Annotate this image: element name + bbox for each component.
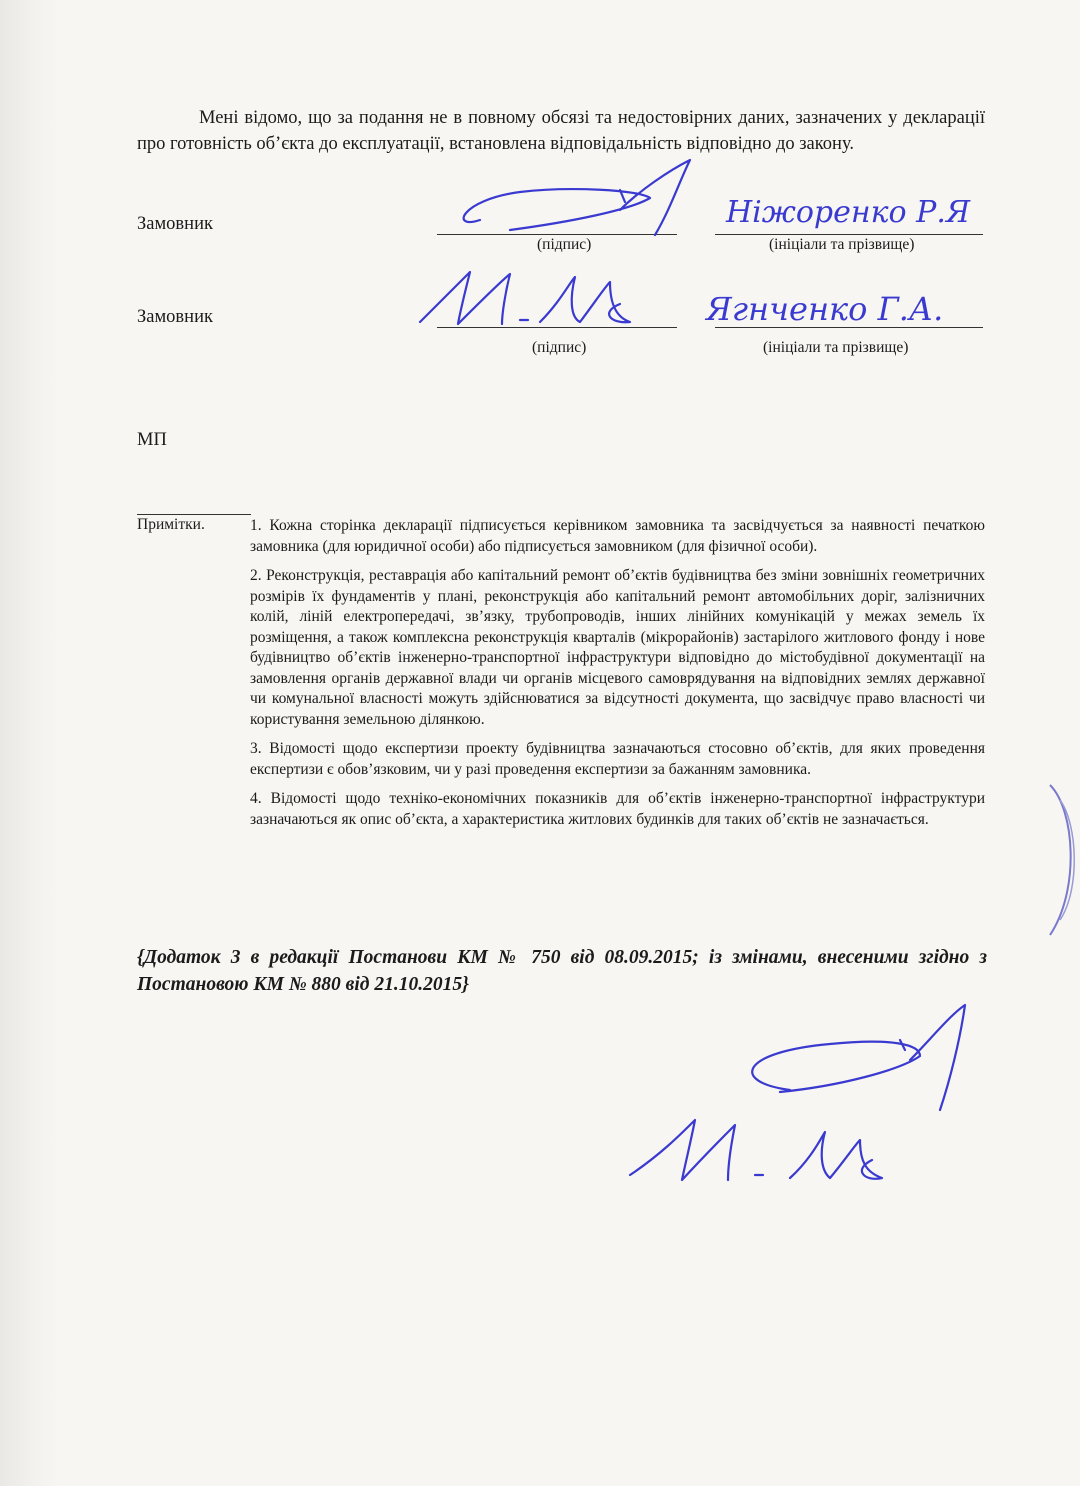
svg-text:Ягнченко Г.А.: Ягнченко Г.А. [706,290,944,328]
note-item: 1. Кожна сторінка декларації підписується керівником замовника та засвідчується за наявності печаткою замовника (для юридичної особи) або підписується замовником (для фізичної особи). [250,517,985,555]
bottom-signature [620,1000,980,1200]
handwritten-name-1 [718,180,1008,240]
signature-caption-2: (підпис) [532,339,587,356]
handwritten-signature-1 [440,160,700,250]
note-item: 3. Відомості щодо експертизи проекту будівництва зазначаються стосовно об’єктів, для яких проведення експертизи є обов’язковим, чи у разі проведення експертизи за бажанням замовника. [250,740,985,778]
notes-list [250,516,985,839]
handwritten-signature-2 [410,262,650,342]
seal-placeholder-label: МП [137,430,167,450]
notes-label: Примітки. [137,516,205,533]
handwritten-name-2 [700,278,1000,338]
addendum-note: {Додаток 3 в редакції Постанови КМ № 750 від 08.09.2015; із змінами, внесеними згідно з Постановою КМ № 880 від 21.10.2015} [137,947,987,995]
note-item: 2. Реконструкція, реставрація або капітальний ремонт об’єктів будівництва без зміни зовнішніх геометричних розмірів їх фундаментів у плані, реконструкція або капітальний ремонт автомобільних доріг, залізничних колій, ліній електропередачі, зв’язку, трубопроводів, інших лінійних комунікацій у межах земель їх розміщення, а також комплексна реконструкція кварталів (мікрорайонів) застарілого житлового фонду і нове будівництво об’єктів інженерно-транспортної інфраструктури відповідно до містобудівної документації на замовлення органів державної влади чи органів місцевого самоврядування на відповідних землях державної чи комунальної власності можуть здійснюватися за відсутності документа, що засвідчує право власності чи користування земельною ділянкою. [250,567,985,728]
signature-caption-1: (підпис) [537,236,592,253]
name-caption-2: (ініціали та прізвище) [763,339,909,356]
footnote-rule [137,514,251,515]
intro-paragraph: Мені відомо, що за подання не в повному обсязі та недостовірних даних, зазначених у декларації про готовність об’єкта до експлуатації, встановлена відповідальність відповідно до закону. [137,108,985,154]
svg-text:Ніжоренко Р.Я: Ніжоренко Р.Я [726,195,971,230]
name-caption-1: (ініціали та прізвище) [769,236,915,253]
customer-label-2: Замовник [137,307,213,327]
official-stamp-fragment [1030,780,1080,940]
page-fold-shadow [0,0,60,1486]
note-item: 4. Відомості щодо техніко-економічних показників для об’єктів інженерно-транспортної інфраструктури зазначаються як опис об’єкта, а характеристика житлових будинків для таких об’єктів не зазначається. [250,790,985,828]
customer-label-1: Замовник [137,214,213,234]
